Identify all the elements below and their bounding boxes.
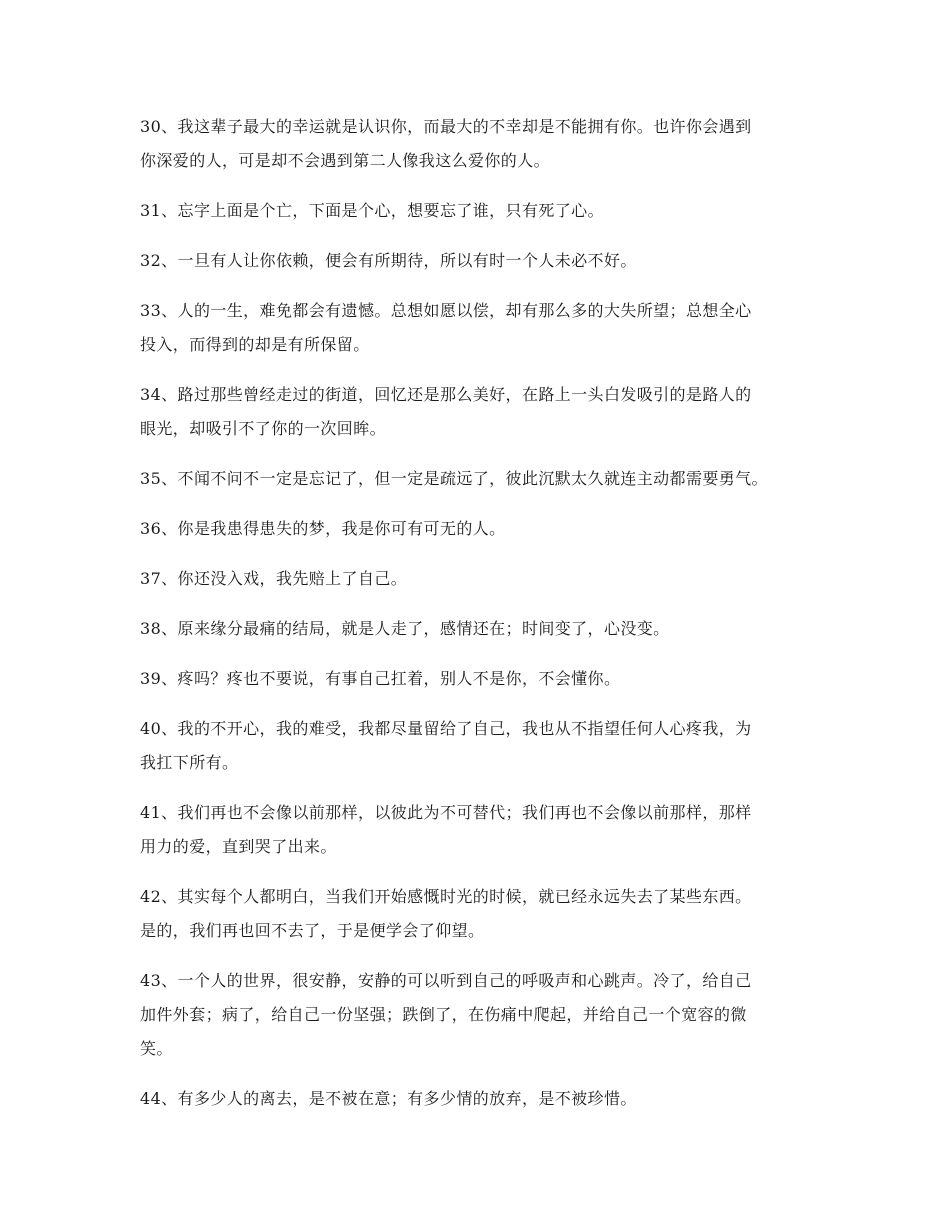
paragraph-line: 用力的爱，直到哭了出来。 (140, 837, 337, 856)
paragraph-line: 38、原来缘分最痛的结局，就是人走了，感情还在；时间变了，心没变。 (140, 619, 670, 638)
paragraph-35 (140, 462, 830, 496)
paragraph-line: 投入，而得到的却是有所保留。 (140, 335, 370, 354)
paragraph-line: 33、人的一生，难免都会有遗憾。总想如愿以偿，却有那么多的大失所望；总想全心 (140, 301, 752, 320)
paragraph-37 (140, 562, 830, 596)
paragraph-30 (140, 110, 830, 178)
paragraph-44 (140, 1082, 830, 1116)
paragraph-line: 35、不闻不问不一定是忘记了，但一定是疏远了，彼此沉默太久就连主动都需要勇气。 (140, 469, 768, 488)
paragraph-line: 我扛下所有。 (140, 753, 239, 772)
paragraph-line: 40、我的不开心，我的难受，我都尽量留给了自己，我也从不指望任何人心疼我，为 (140, 719, 752, 738)
paragraph-line: 41、我们再也不会像以前那样，以彼此为不可替代；我们再也不会像以前那样，那样 (140, 803, 752, 822)
paragraph-line: 37、你还没入戏，我先赔上了自己。 (140, 569, 408, 588)
paragraph-43 (140, 964, 830, 1066)
paragraph-41 (140, 796, 830, 864)
paragraph-33 (140, 294, 830, 362)
paragraph-40 (140, 712, 830, 780)
paragraph-31 (140, 194, 830, 228)
paragraph-line: 是的，我们再也回不去了，于是便学会了仰望。 (140, 921, 485, 940)
paragraph-line: 42、其实每个人都明白，当我们开始感慨时光的时候，就已经永远失去了某些东西。 (140, 887, 752, 906)
paragraph-line: 44、有多少人的离去，是不被在意；有多少情的放弃，是不被珍惜。 (140, 1089, 637, 1108)
paragraph-34 (140, 378, 830, 446)
paragraph-line: 30、我这辈子最大的幸运就是认识你，而最大的不幸却是不能拥有你。也许你会遇到 (140, 117, 752, 136)
paragraph-line: 32、一旦有人让你依赖，便会有所期待，所以有时一个人未必不好。 (140, 251, 637, 270)
paragraph-32 (140, 244, 830, 278)
paragraph-36 (140, 512, 830, 546)
document-body (140, 110, 830, 1132)
paragraph-line: 你深爱的人，可是却不会遇到第二人像我这么爱你的人。 (140, 151, 551, 170)
paragraph-line: 笑。 (140, 1039, 173, 1058)
paragraph-line: 34、路过那些曾经走过的街道，回忆还是那么美好，在路上一头白发吸引的是路人的 (140, 385, 752, 404)
paragraph-line: 36、你是我患得患失的梦，我是你可有可无的人。 (140, 519, 506, 538)
paragraph-38 (140, 612, 830, 646)
paragraph-line: 43、一个人的世界，很安静，安静的可以听到自己的呼吸声和心跳声。冷了，给自己 (140, 971, 752, 990)
paragraph-39 (140, 662, 830, 696)
paragraph-line: 眼光，却吸引不了你的一次回眸。 (140, 419, 387, 438)
paragraph-line: 39、疼吗？疼也不要说，有事自己扛着，别人不是你，不会懂你。 (140, 669, 621, 688)
paragraph-line: 加件外套；病了，给自己一份坚强；跌倒了，在伤痛中爬起，并给自己一个宽容的微 (140, 1005, 747, 1024)
paragraph-42 (140, 880, 830, 948)
paragraph-line: 31、忘字上面是个亡，下面是个心，想要忘了谁，只有死了心。 (140, 201, 604, 220)
